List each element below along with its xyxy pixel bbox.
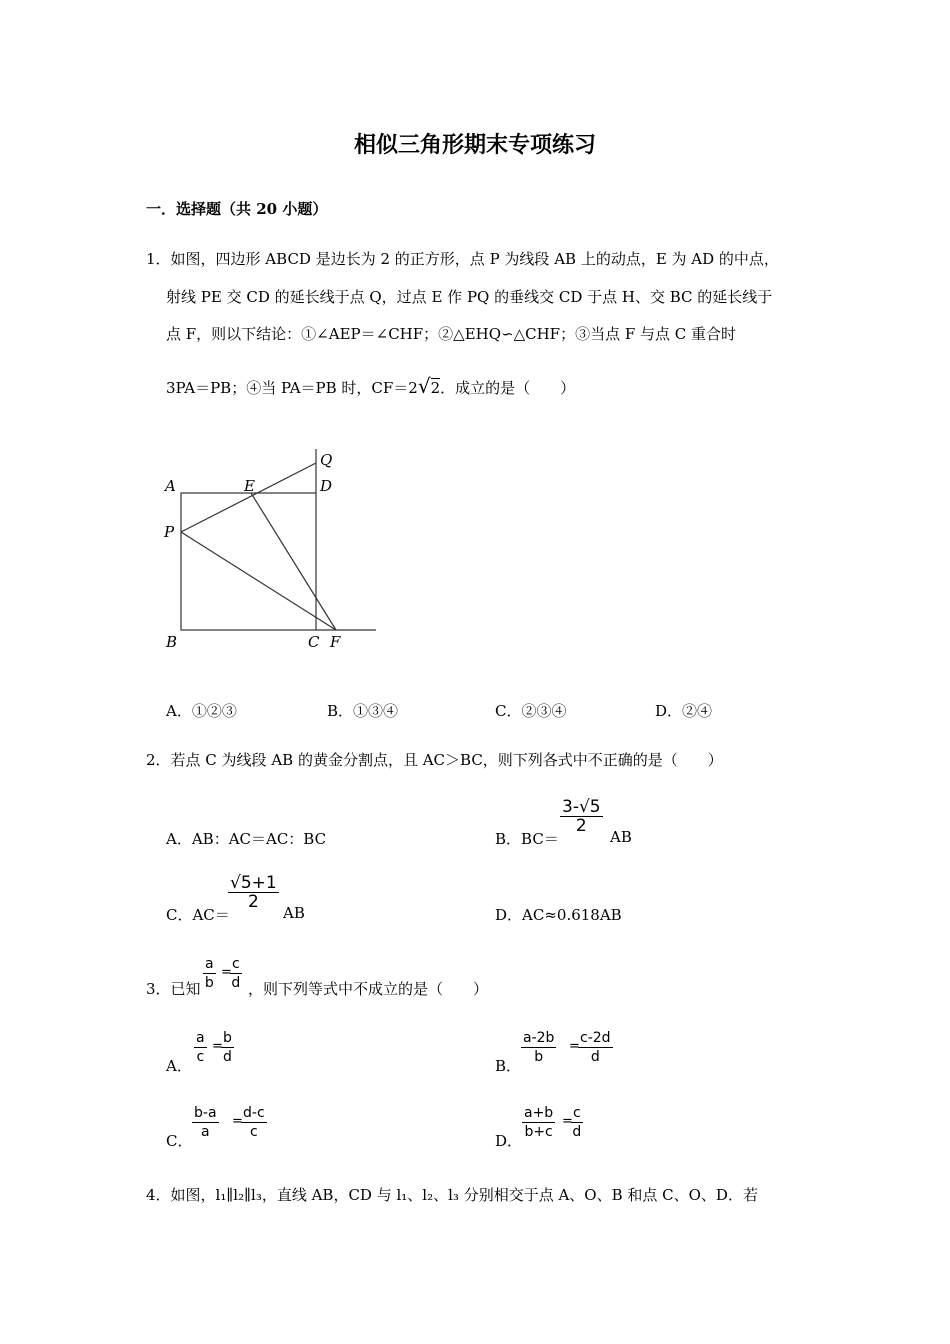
fraction-numerator: b-a <box>194 1105 217 1121</box>
fraction-denominator: 2 <box>575 816 587 836</box>
q3-option-b-label[interactable]: B． <box>495 1057 522 1075</box>
q3-stem-pre: 3．已知 <box>146 980 201 998</box>
q2-option-c-post: AB <box>283 904 305 922</box>
equals-sign: = <box>212 1039 223 1054</box>
fraction-denominator: c <box>196 1049 205 1065</box>
label-a: A <box>165 477 176 495</box>
line-pf <box>181 532 336 630</box>
q3-option-c-label[interactable]: C． <box>166 1132 193 1150</box>
square-abcd <box>181 493 316 630</box>
fraction-numerator: c <box>232 956 240 972</box>
fraction-denominator: b <box>204 975 214 991</box>
section-heading: 一．选择题（共 20 小题） <box>146 200 328 218</box>
q2-option-c-label[interactable]: C．AC＝ <box>166 906 230 924</box>
fraction-denominator: 2 <box>247 892 259 912</box>
label-f: F <box>330 633 341 651</box>
fraction-denominator: d <box>223 1049 232 1065</box>
fraction-denominator: d <box>572 1124 582 1140</box>
q3-option-c-fraction-1 <box>192 1104 219 1141</box>
fraction-denominator: b+c <box>524 1124 553 1140</box>
q1-option-a[interactable]: A．①②③ <box>166 702 237 720</box>
fraction-numerator: a <box>205 956 214 972</box>
q1-option-d[interactable]: D．②④ <box>655 702 713 720</box>
label-q: Q <box>320 451 333 469</box>
q1-option-c[interactable]: C．②③④ <box>495 702 567 720</box>
label-d: D <box>320 477 333 495</box>
fraction-denominator: b <box>534 1049 544 1065</box>
q1-line2: 射线 PE 交 CD 的延长线于点 Q，过点 E 作 PQ 的垂线交 CD 于点 H、交 BC 的延长线于 <box>166 288 773 306</box>
fraction-numerator: c-2d <box>580 1030 611 1046</box>
sqrt-symbol: √ <box>417 374 431 398</box>
q2-stem: 2．若点 C 为线段 AB 的黄金分割点，且 AC＞BC，则下列各式中不正确的是（ ） <box>146 751 723 769</box>
q1-option-b[interactable]: B．①③④ <box>327 702 399 720</box>
equals-sign: = <box>221 965 232 980</box>
q1-line3: 点 F，则以下结论：①∠AEP＝∠CHF；②△EHQ∽△CHF；③当点 F 与点 C 重合时 <box>166 325 737 343</box>
q1-line4-text: 3PA＝PB；④当 PA＝PB 时，CF＝2 <box>166 379 418 397</box>
fraction-numerator: a-2b <box>523 1030 555 1046</box>
q2-option-a[interactable]: A．AB：AC＝AC：BC <box>166 830 327 848</box>
equals-sign: = <box>562 1114 573 1129</box>
q4-line1: 4．如图，l₁∥l₂∥l₃，直线 AB，CD 与 l₁、l₂、l₃ 分别相交于点 A、O、B 和点 C、O、D．若 <box>146 1186 758 1204</box>
q3-option-d-label[interactable]: D． <box>495 1132 523 1150</box>
label-p: P <box>164 523 175 541</box>
equals-sign: = <box>569 1039 580 1054</box>
q3-stem-post: ，则下列等式中不成立的是（ ） <box>248 980 489 998</box>
line-ef <box>251 493 336 630</box>
fraction-numerator: b <box>223 1030 232 1046</box>
fraction-denominator: a <box>200 1124 210 1140</box>
fraction-denominator: c <box>249 1124 258 1140</box>
q2-option-d[interactable]: D．AC≈0.618AB <box>495 906 622 924</box>
q3-stem-fraction-2 <box>230 955 242 992</box>
label-c: C <box>308 633 320 651</box>
fraction-numerator: c <box>573 1105 581 1121</box>
sqrt-radicand: 2 <box>430 379 441 397</box>
fraction-denominator: d <box>590 1049 600 1065</box>
equals-sign: = <box>232 1114 243 1129</box>
q1-line4-end: ．成立的是（ ） <box>440 379 576 397</box>
fraction-numerator: a <box>196 1030 205 1046</box>
fraction-numerator: √5+1 <box>230 873 277 893</box>
label-b: B <box>166 633 178 651</box>
q3-option-b-fraction-1 <box>521 1029 556 1066</box>
fraction-numerator: d-c <box>243 1105 265 1121</box>
q3-option-a-label[interactable]: A． <box>166 1057 192 1075</box>
q1-line4 <box>166 375 575 399</box>
q1-figure <box>160 445 390 655</box>
label-e: E <box>244 477 255 495</box>
fraction-denominator: d <box>231 975 241 991</box>
q3-option-c-fraction-2 <box>241 1104 267 1141</box>
q3-option-b-fraction-2 <box>578 1029 613 1066</box>
q3-option-a-fraction-2 <box>221 1029 234 1066</box>
q2-option-b-fraction <box>560 798 603 835</box>
fraction-numerator: a+b <box>524 1105 554 1121</box>
q3-option-d-fraction-1 <box>522 1104 555 1141</box>
q3-option-d-fraction-2 <box>571 1104 583 1141</box>
ray-pq <box>181 463 316 532</box>
q3-stem-fraction-1 <box>203 955 216 992</box>
q2-option-b-label[interactable]: B．BC＝ <box>495 830 559 848</box>
q3-option-a-fraction-1 <box>194 1029 207 1066</box>
fraction-numerator: 3-√5 <box>562 797 601 817</box>
q1-line1: 1．如图，四边形 ABCD 是边长为 2 的正方形，点 P 为线段 AB 上的动点，E 为 AD 的中点， <box>146 250 779 268</box>
q2-option-b-post: AB <box>610 828 632 846</box>
q2-option-c-fraction <box>228 874 279 911</box>
page-title: 相似三角形期末专项练习 <box>353 133 596 158</box>
